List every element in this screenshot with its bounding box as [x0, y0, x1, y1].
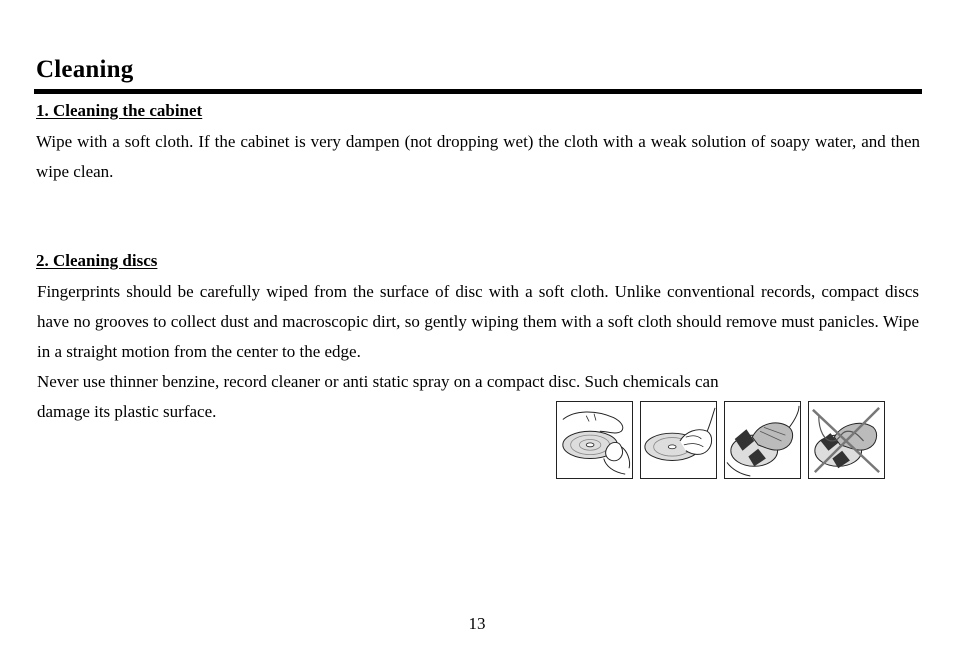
page-number: 13: [468, 614, 486, 633]
wiping-disc-icon: [640, 401, 717, 479]
page-title: Cleaning: [36, 56, 134, 83]
hand-holding-disc-icon: [556, 401, 633, 479]
cloth-wiping-disc-icon: [724, 401, 801, 479]
section-text-discs: Fingerprints should be carefully wiped from the surface of disc with a soft cloth. Unlike conventional records, compact discs have no grooves to collect dust and macroscopic dirt, so gently wiping them with a soft cloth should remove must panicles. Wipe in a straight motion from the center to the edge.: [37, 282, 919, 361]
incorrect-wiping-crossed-icon: [808, 401, 885, 479]
warning-text-line: damage its plastic surface.: [37, 402, 217, 421]
warning-text-line: Never use thinner benzine, record cleaner or anti static spray on a compact disc. Such chemicals can: [37, 372, 719, 391]
section-heading-cabinet: 1. Cleaning the cabinet: [36, 101, 203, 120]
section-heading-discs: 2. Cleaning discs: [36, 251, 158, 270]
section-text-cabinet: Wipe with a soft cloth. If the cabinet is very dampen (not dropping wet) the cloth with a weak solution of soapy water, and then wipe clean.: [36, 132, 920, 181]
title-divider: [34, 89, 922, 94]
